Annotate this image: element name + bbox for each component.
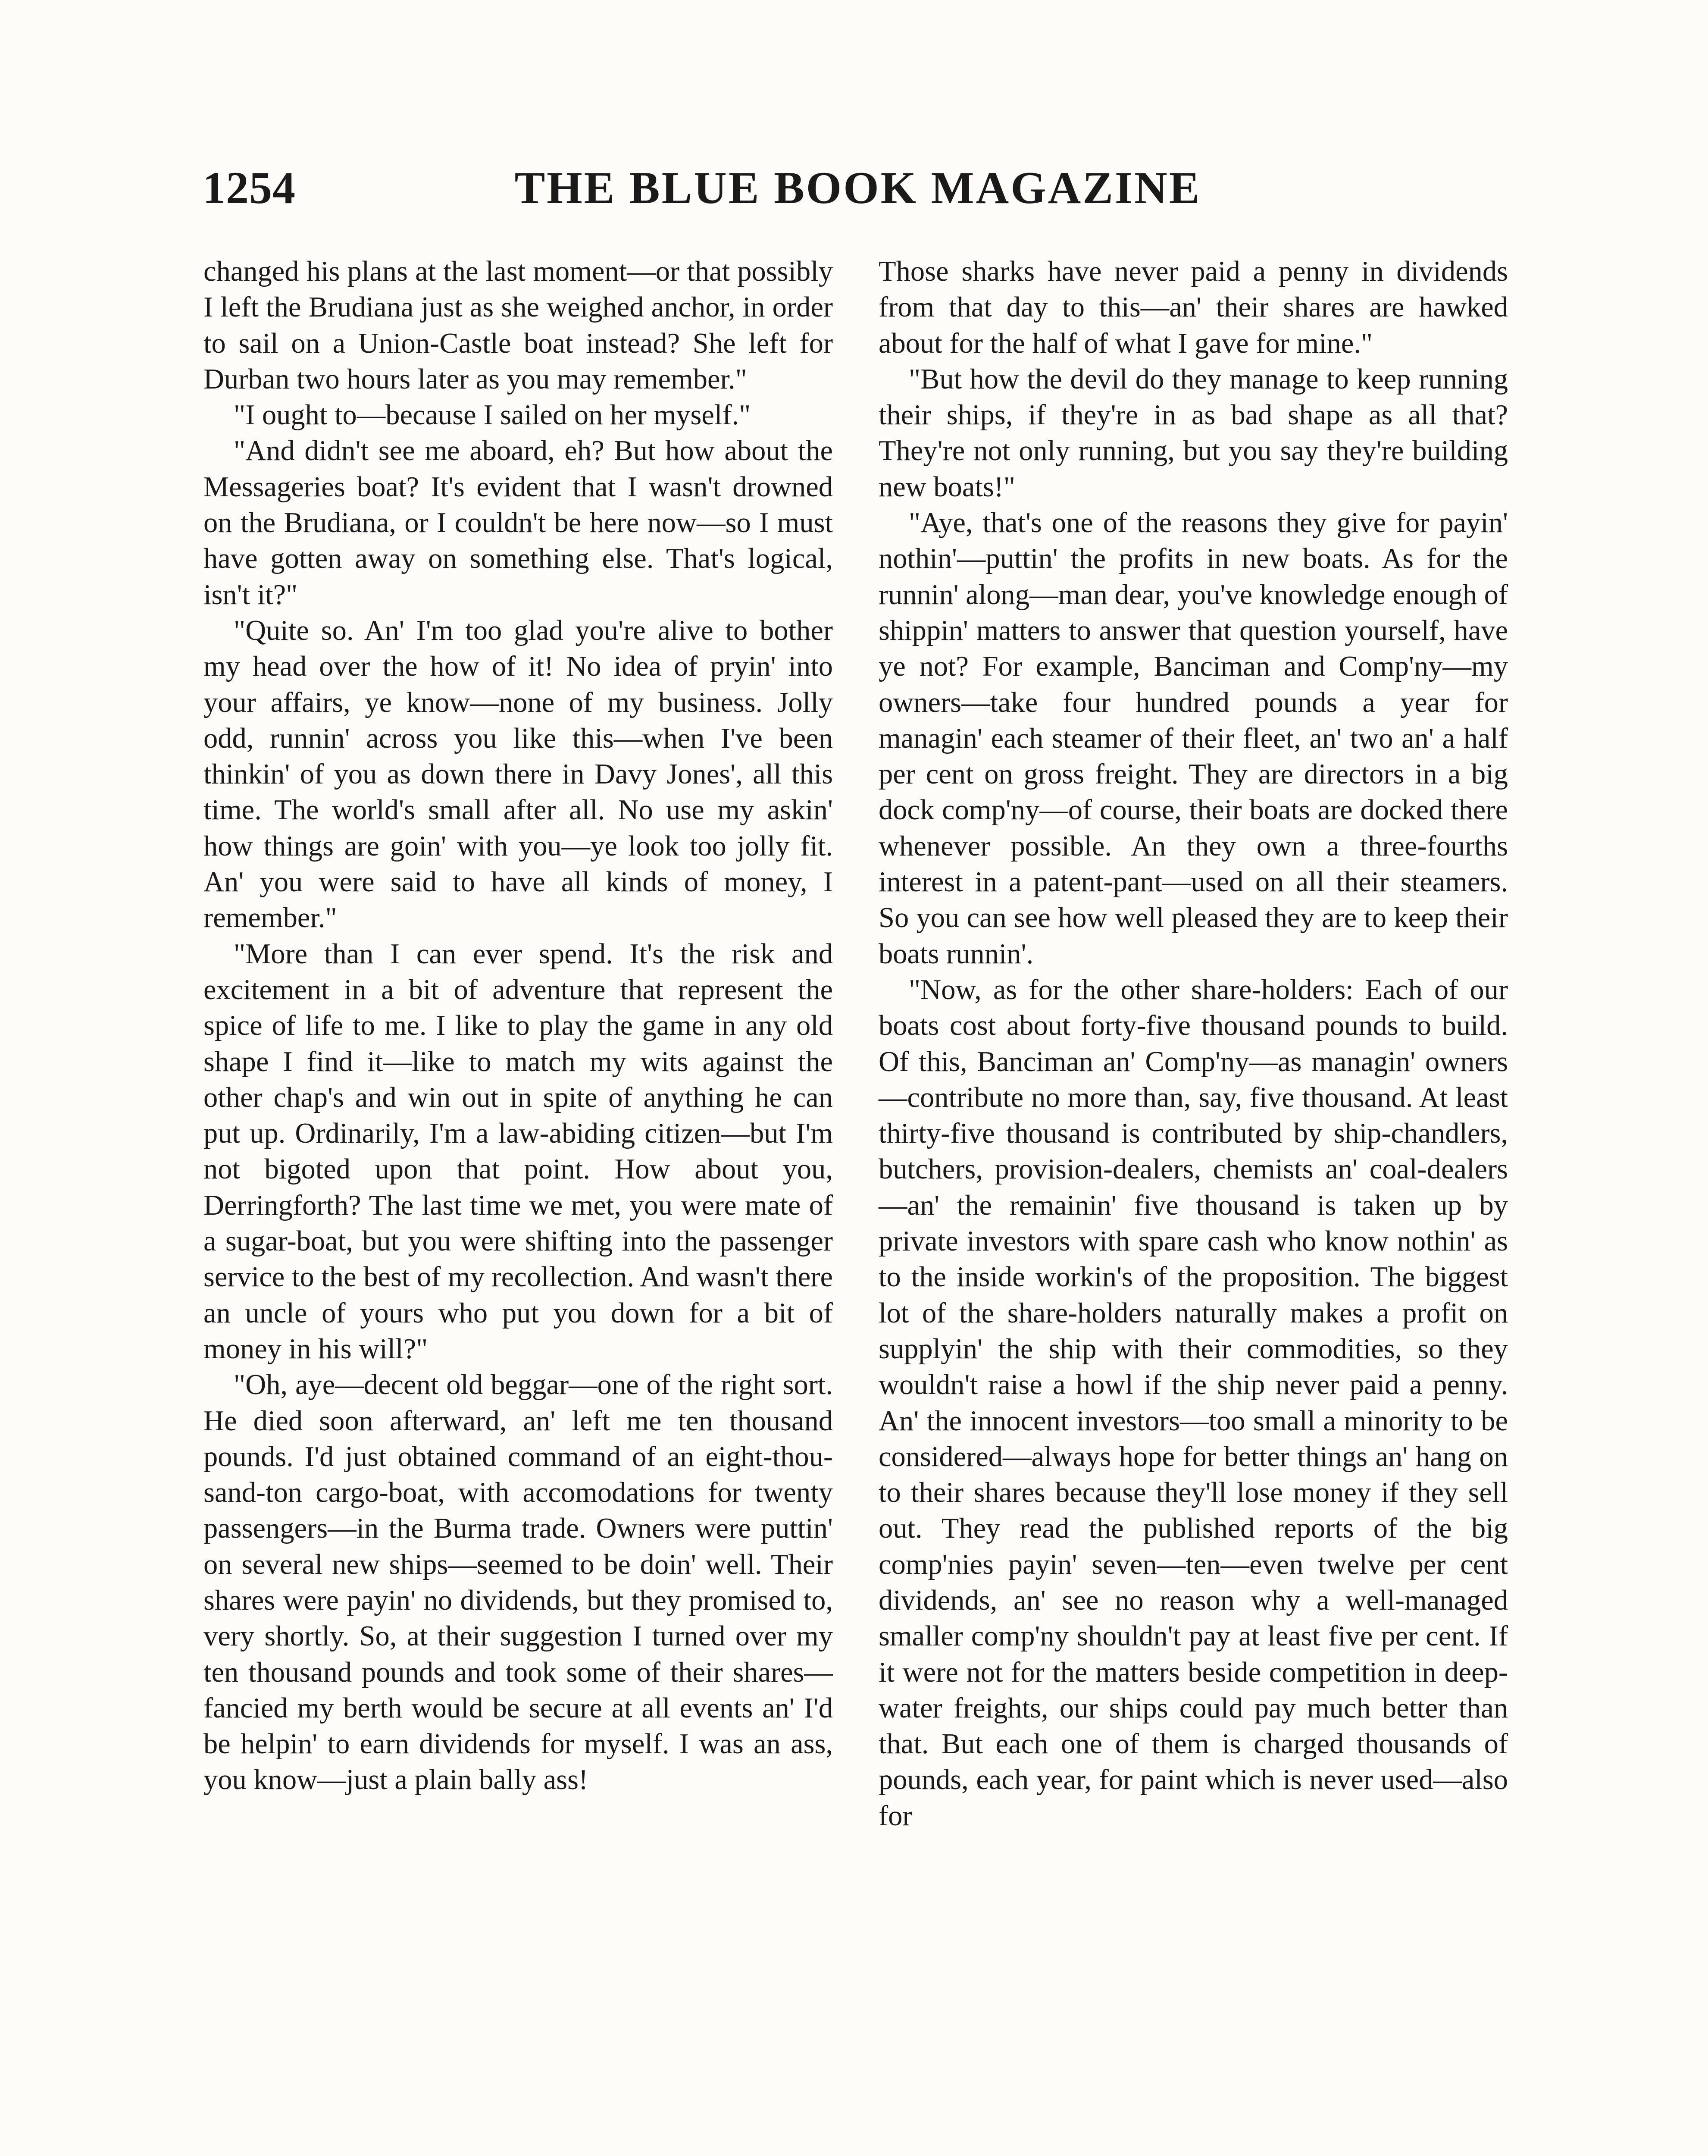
right-column: [879, 254, 1508, 1834]
paragraph: Those sharks have never paid a penny in dividends from that day to this—an' their shares are hawked about for the half of what I gave for mine.": [879, 256, 1508, 359]
paragraph: "Now, as for the other share-holders: Each of our boats cost about forty-five thousand pounds to build. Of this, Banciman an' Comp'ny—as managin' owners—contribute no more than, say, five thousand. At least thirty-five thousand is contributed by ship-chandlers, butchers, provision-dealers, chemists an' coal-dealers—an' the remainin' five thousand is taken up by private investors with spare cash who know nothin' as to the inside workin's of the proposition. The biggest lot of the share-holders naturally makes a profit on supplyin' the ship with their commodities, so they wouldn't raise a howl if the ship never paid a penny. An' the innocent investors—too small a minority to be considered—always hope for better things an' hang on to their shares because they'll lose money if they sell out. They read the published reports of the big comp'nies payin' seven—ten—even twelve per cent dividends, an' see no reason why a well-managed smaller comp'ny shouldn't pay at least five per cent. If it were not for the matters beside competition in deep-water freights, our ships could pay much better than that. But each one of them is charged thousands of pounds, each year, for paint which is never used—also for: [879, 974, 1508, 1832]
paragraph: changed his plans at the last moment—or that possibly I left the Brudiana just as she weighed anchor, in order to sail on a Union-Castle boat instead? She left for Durban two hours later as you may remember.": [203, 256, 833, 395]
paragraph: "I ought to—because I sailed on her myself.": [234, 399, 751, 431]
paragraph: "Aye, that's one of the reasons they give for payin' nothin'—puttin' the profits in new boats. As for the runnin' along—man dear, you've knowledge enough of shippin' matters to answer that question yourself, have ye not? For example, Banciman and Comp'ny—my owners—take four hundred pounds a year for managin' each steamer of their fleet, an' two an' a half per cent on gross freight. They are directors in a big dock comp'ny—of course, their boats are docked there whenever possible. An they own a three-fourths interest in a patent-pant—used on all their steamers. So you can see how well pleased they are to keep their boats runnin'.: [879, 507, 1508, 970]
paragraph: "Oh, aye—decent old beggar—one of the right sort. He died soon afterward, an' left me ten thousand pounds. I'd just obtained command of an eight-thousand-ton cargo-boat, with accomodations for twenty passengers—in the Burma trade. Owners were puttin' on several new ships—seemed to be doin' well. Their shares were payin' no dividends, but they promised to, very shortly. So, at their suggestion I turned over my ten thousand pounds and took some of their shares—fancied my berth would be secure at all events an' I'd be helpin' to earn dividends for myself. I was an ass, you know—just a plain bally ass!: [203, 1369, 833, 1796]
paragraph: "More than I can ever spend. It's the risk and excitement in a bit of adventure that represent the spice of life to me. I like to play the game in any old shape I find it—like to match my wits against the other chap's and win out in spite of anything he can put up. Ordinarily, I'm a law-abiding citizen—but I'm not bigoted upon that point. How about you, Derringforth? The last time we met, you were mate of a sugar-boat, but you were shifting into the passenger service to the best of my recollection. And wasn't there an uncle of yours who put you down for a bit of money in his will?": [203, 938, 833, 1365]
left-column: [203, 254, 833, 1798]
running-title: THE BLUE BOOK MAGAZINE: [514, 163, 1201, 213]
page-number: 1254: [203, 163, 296, 213]
paragraph: "But how the devil do they manage to keep running their ships, if they're in as bad shape as all that? They're not only running, but you say they're building new boats!": [879, 363, 1508, 503]
paragraph: "Quite so. An' I'm too glad you're alive to bother my head over the how of it! No idea of pryin' into your affairs, ye know—none of my business. Jolly odd, runnin' across you like this—when I've been thinkin' of you as down there in Davy Jones', all this time. The world's small after all. No use my askin' how things are goin' with you—ye look too jolly fit. An' you were said to have all kinds of money, I remember.": [203, 614, 833, 934]
paragraph: "And didn't see me aboard, eh? But how about the Messageries boat? It's evident that I wasn't drowned on the Brudiana, or I couldn't be here now—so I must have gotten away on something else. That's logical, isn't it?": [203, 435, 833, 611]
